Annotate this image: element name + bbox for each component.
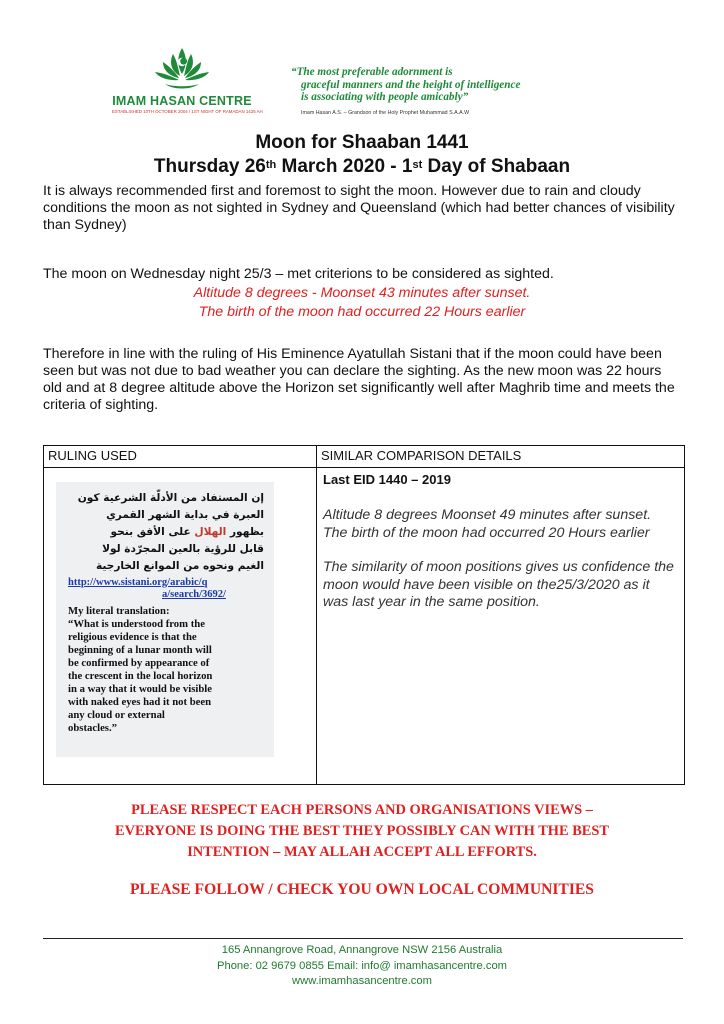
org-tagline: ESTABLISHED 10TH OCTOBER 2004 / 1ST NIGHT OF RAMADAN 1425 AH	[112, 109, 263, 114]
arabic-ruling-text	[56, 482, 274, 575]
title-line: Moon for Shaaban 1441	[255, 132, 469, 153]
table-header-comparison: SIMILAR COMPARISON DETAILS	[317, 446, 685, 468]
footer-address: 165 Annangrove Road, Annangrove NSW 2156 Australia	[221, 944, 503, 956]
highlight-line: Altitude 8 degrees - Moonset 43 minutes after sunset.	[193, 285, 531, 301]
org-name: IMAM HASAN CENTRE	[112, 94, 252, 108]
intro-paragraph: It is always recommended first and foremost to sight the moon. However due to rain and cloudy conditions the moon as not sighted in Sydney and Queensland (which had better chances of visibility than Sydney)	[43, 183, 675, 233]
ruling-cell	[44, 468, 317, 785]
notice-line: PLEASE RESPECT EACH PERSONS AND ORGANISATIONS VIEWS –	[131, 802, 593, 818]
letterhead	[0, 40, 724, 130]
highlight-line: The birth of the moon had occurred 22 Hours earlier	[198, 304, 526, 320]
header-quote	[291, 66, 561, 119]
translation-line: beginning of a lunar month will	[68, 644, 212, 656]
comparison-details	[317, 487, 684, 612]
notice-line: EVERYONE IS DOING THE BEST THEY POSSIBLY CAN WITH THE BEST	[114, 823, 609, 839]
footer	[0, 943, 724, 990]
notice-heading: PLEASE FOLLOW / CHECK YOU OWN LOCAL COMMUNITIES	[130, 881, 594, 898]
comparison-table	[43, 445, 685, 785]
details-paragraph: The similarity of moon positions gives us confidence the moon would have been visible on the25/3/2020 as it was last year in the same position.	[323, 559, 674, 610]
subtitle-text: Thursday 26	[153, 156, 266, 177]
notice-line: INTENTION – MAY ALLAH ACCEPT ALL EFFORTS.	[187, 844, 537, 860]
translation-line: in a way that it would be visible	[68, 683, 213, 695]
arabic-fragment: بظهور	[226, 526, 264, 538]
translation-line: with naked eyes had it not been	[68, 696, 212, 708]
comparison-heading: Last EID 1440 – 2019	[323, 472, 451, 487]
ruling-excerpt-image	[56, 482, 274, 757]
translation-line: “What is understood from the	[68, 618, 205, 630]
translation-line: religious evidence is that the	[68, 631, 197, 643]
arabic-line: إن المستفاد من الأدلّة الشرعية كون	[77, 492, 264, 504]
sighting-paragraph: The moon on Wednesday night 25/3 – met criterions to be considered as sighted.	[43, 266, 554, 282]
subtitle-text: March 2020 - 1	[276, 156, 413, 177]
quote-line: is associating with people amicably”	[301, 91, 469, 103]
quote-line: “The most preferable adornment is	[291, 66, 453, 78]
ruling-paragraph: Therefore in line with the ruling of His Eminence Ayatullah Sistani that if the moon could have been seen but was not due to bad weather you can declare the sighting. As the new moon was 22 hours old and at 8 degree altitude above the Horizon set significantly well after Maghrib time and meets the criteria of sighting.	[43, 346, 675, 413]
lotus-crescent-icon	[151, 46, 213, 92]
quote-attribution: Imam Hasan A.S. – Grandson of the Holy Prophet Muhammad S.A.A.W	[301, 109, 470, 116]
footer-website[interactable]: www.imamhasancentre.com	[292, 975, 432, 987]
translation-text	[56, 617, 274, 735]
footer-divider	[43, 938, 683, 939]
arabic-line	[62, 524, 264, 541]
ordinal-suffix: th	[265, 159, 277, 171]
org-logo	[112, 46, 263, 126]
ordinal-suffix: st	[412, 159, 423, 171]
arabic-line: الغيم ونحوه من الموانع الخارجية	[95, 560, 264, 572]
subtitle-text: Day of Shabaan	[422, 156, 571, 177]
link-line[interactable]: http://www.sistani.org/arabic/q	[68, 577, 208, 588]
arabic-highlight: الهلال	[194, 526, 227, 538]
arabic-line: العبرة في بداية الشهر القمري	[106, 509, 264, 521]
details-paragraph: Altitude 8 degrees Moonset 49 minutes after sunset. The birth of the moon had occurred 20 Hours earlier	[323, 507, 652, 541]
table-header-ruling: RULING USED	[44, 446, 317, 468]
page-title	[0, 131, 724, 154]
translation-line: be confirmed by appearance of	[68, 657, 210, 669]
arabic-fragment: على الأفق بنحو	[110, 526, 195, 538]
link-line[interactable]: a/search/3692/	[162, 589, 226, 600]
arabic-line: قابل للرؤية بالعين المجرّدة لولا	[102, 543, 264, 555]
quote-line: graceful manners and the height of intelligence	[301, 78, 521, 91]
translation-heading: My literal translation:	[68, 605, 170, 617]
comparison-cell	[317, 468, 685, 785]
sistani-link[interactable]	[56, 575, 274, 601]
page-subtitle	[0, 155, 724, 178]
footer-contact: Phone: 02 9679 0855 Email: info@ imamhasancentre.com	[217, 959, 507, 972]
translation-line: obstacles.”	[68, 722, 117, 734]
translation-line: the crescent in the local horizon	[68, 670, 213, 682]
translation-line: any cloud or external	[68, 709, 165, 721]
